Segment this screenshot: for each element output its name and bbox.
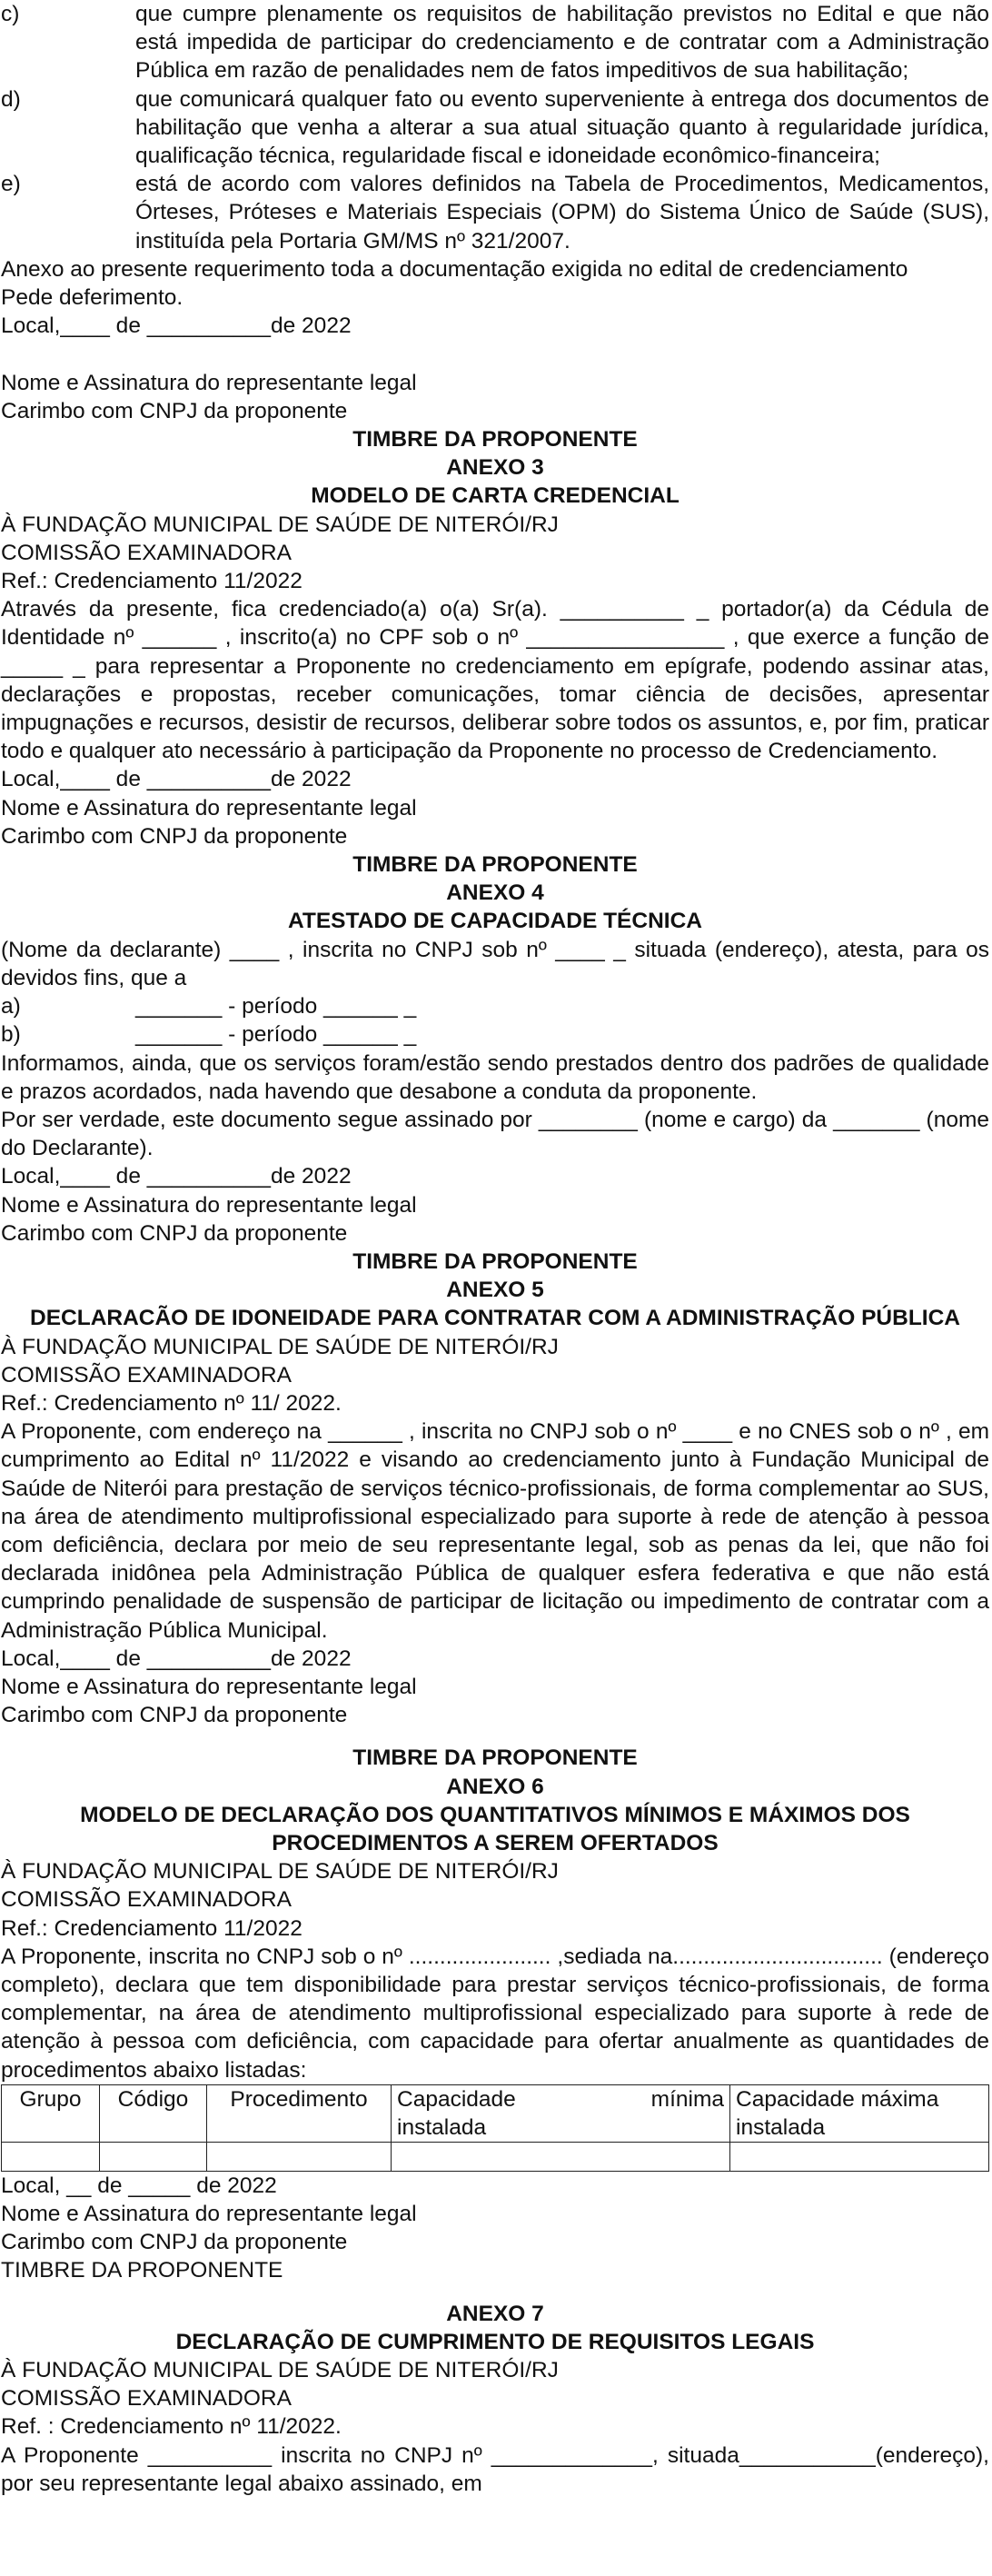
anexo5-comissao: COMISSÃO EXAMINADORA <box>1 1362 292 1387</box>
anexo3-local: Local,____ de __________de 2022 <box>1 767 352 792</box>
anexo6-body: A Proponente, inscrita no CNPJ sob o nº ....................... ,sediada na.................................. (endereço completo), declara que tem disponibilidade para prestar serviços técnico-profissionais, de forma complementar, na área de atendimento multiprofissional especializado para suporte à rede de atenção à pessoa com deficiência, com capacidade para ofertar anualmente as quantidades de procedimentos abaixo listadas: <box>1 1944 989 2083</box>
anexo5-title: DECLARACÃO DE IDONEIDADE PARA CONTRATAR COM A ADMINISTRAÇÃO PÚBLICA <box>30 1306 960 1331</box>
anexo3-heading: ANEXO 3 <box>446 455 544 481</box>
anexo3-comissao: COMISSÃO EXAMINADORA <box>1 540 292 565</box>
anexo5-stamp: Carimbo com CNPJ da proponente <box>1 1703 348 1728</box>
pede-deferimento: Pede deferimento. <box>1 285 184 311</box>
anexo3-body: Através da presente, fica credenciado(a) o(a) Sr(a). __________ _ portador(a) da Cédula de Identidade nº ______ , inscrito(a) no CPF sob o nº ________________ , que exerce a função de _____ _ para representar a Proponente no credenciamento em epígrafe, podendo assinar atas, declarações e propostas, receber comunicações, tomar ciência de decisões, apresentar impugnações e recursos, desistir de recursos, deliberar sobre todos os assuntos, e, por fim, praticar todo e qualquer ato necessário à participação da Proponente no processo de Credenciamento. <box>1 597 989 764</box>
anexo3-ref: Ref.: Credenciamento 11/2022 <box>1 569 303 594</box>
anexo4-item-b-label: b) <box>1 1022 21 1048</box>
anexo7-body: A Proponente __________ inscrita no CNPJ nº _____________, situada___________(endereço), por seu representante legal abaixo assinado, em <box>1 2442 989 2496</box>
anexo5-local: Local,____ de __________de 2022 <box>1 1646 352 1671</box>
clause-e-label: e) <box>1 172 21 197</box>
anexo4-local: Local,____ de __________de 2022 <box>1 1164 352 1189</box>
anexo6-ref: Ref.: Credenciamento 11/2022 <box>1 1915 303 1941</box>
cell-grupo[interactable] <box>2 2142 100 2171</box>
anexo7-ref: Ref. : Credenciamento nº 11/2022. <box>1 2414 342 2440</box>
anexo6-addressee: À FUNDAÇÃO MUNICIPAL DE SAÚDE DE NITERÓI/RJ <box>1 1859 559 1885</box>
anexo4-item-a-label: a) <box>1 994 21 1019</box>
anexo4-timbre: TIMBRE DA PROPONENTE <box>352 852 638 878</box>
anexo6-signature: Nome e Assinatura do representante legal <box>1 2202 417 2227</box>
col-cap-min-a: Capacidade <box>397 2086 516 2112</box>
anexo6-heading: ANEXO 6 <box>446 1774 544 1799</box>
anexo3-addressee: À FUNDAÇÃO MUNICIPAL DE SAÚDE DE NITERÓI/RJ <box>1 512 559 537</box>
anexo4-heading: ANEXO 4 <box>446 880 544 906</box>
procedures-table-row <box>2 2142 989 2171</box>
col-cap-max: Capacidade máxima instalada <box>730 2084 989 2142</box>
signature-line: Nome e Assinatura do representante legal <box>1 370 417 395</box>
anexo6-timbre-bottom: TIMBRE DA PROPONENTE <box>1 2258 283 2283</box>
cell-codigo[interactable] <box>100 2142 207 2171</box>
cell-cap-max[interactable] <box>730 2142 989 2171</box>
col-cap-min <box>392 2084 730 2142</box>
cell-cap-min[interactable] <box>392 2142 730 2171</box>
anexo3-stamp: Carimbo com CNPJ da proponente <box>1 823 348 849</box>
clause-e <box>1 170 989 255</box>
anexo4-informamos: Informamos, ainda, que os serviços foram/estão sendo prestados dentro dos padrões de qualidade e prazos acordados, nada havendo que desabone a conduta da proponente. <box>1 1050 989 1104</box>
col-codigo: Código <box>100 2084 207 2142</box>
anexo7-heading: ANEXO 7 <box>446 2301 544 2326</box>
anexo7-comissao: COMISSÃO EXAMINADORA <box>1 2386 292 2412</box>
anexo3-title: MODELO DE CARTA CREDENCIAL <box>311 483 680 509</box>
clause-c-text: que cumpre plenamente os requisitos de habilitação previstos no Edital e que não está impedida de participar do credenciamento e de contratar com a Administração Pública em razão de penalidades nem de fatos impeditivos de sua habilitação; <box>135 2 989 84</box>
clause-d-label: d) <box>1 86 21 112</box>
local-date-line: Local,____ de __________de 2022 <box>1 313 352 339</box>
anexo3-timbre: TIMBRE DA PROPONENTE <box>352 427 638 453</box>
col-cap-min-c: instalada <box>397 2114 487 2140</box>
anexo3-signature: Nome e Assinatura do representante legal <box>1 795 417 821</box>
anexo4-stamp: Carimbo com CNPJ da proponente <box>1 1220 348 1246</box>
col-cap-min-b: mínima <box>650 2086 724 2112</box>
anexo-note: Anexo ao presente requerimento toda a documentação exigida no edital de credenciamento <box>1 256 908 282</box>
anexo5-heading: ANEXO 5 <box>446 1278 544 1303</box>
procedures-table-header <box>2 2084 989 2142</box>
anexo6-stamp: Carimbo com CNPJ da proponente <box>1 2230 348 2255</box>
anexo4-item-a-text: _______ - período ______ _ <box>135 994 417 1019</box>
anexo7-title: DECLARAÇÃO DE CUMPRIMENTO DE REQUISITOS LEGAIS <box>175 2329 815 2354</box>
clause-d-text: que comunicará qualquer fato ou evento superveniente à entrega dos documentos de habilitação que venha a alterar a sua atual situação quanto à regularidade jurídica, qualificação técnica, regularidade fiscal e idoneidade econômico-financeira; <box>135 86 989 169</box>
anexo5-body: A Proponente, com endereço na ______ , inscrita no CNPJ sob o nº ____ e no CNES sob o nº , em cumprimento ao Edital nº 11/2022 e visando ao credenciamento junto à Fundação Municipal de Saúde de Niterói para prestação de serviços técnico-profissionais, de forma complementar ao SUS, na área de atendimento multiprofissional especializado para suporte à rede de atenção à pessoa com deficiência, declara por meio de seu representante legal, sob as penas da lei, que não foi declarada inidônea pela Administração Pública de qualquer esfera federativa e que não está cumprindo penalidade de suspensão de participar de licitação ou impedimento de contratar com a Administração Pública Municipal. <box>1 1419 989 1643</box>
anexo5-addressee: À FUNDAÇÃO MUNICIPAL DE SAÚDE DE NITERÓI/RJ <box>1 1334 559 1359</box>
col-procedimento: Procedimento <box>207 2084 392 2142</box>
anexo5-ref: Ref.: Credenciamento nº 11/ 2022. <box>1 1390 342 1416</box>
anexo6-local: Local, __ de _____ de 2022 <box>1 2173 277 2198</box>
anexo4-verdade: Por ser verdade, este documento segue assinado por ________ (nome e cargo) da _______ (nome do Declarante). <box>1 1107 989 1161</box>
anexo4-title: ATESTADO DE CAPACIDADE TÉCNICA <box>288 909 702 934</box>
procedures-table <box>1 2084 989 2172</box>
anexo6-comissao: COMISSÃO EXAMINADORA <box>1 1887 292 1913</box>
anexo5-timbre: TIMBRE DA PROPONENTE <box>352 1248 638 1274</box>
anexo4-item-b-text: _______ - período ______ _ <box>135 1022 417 1048</box>
anexo4-item-b <box>1 1020 989 1049</box>
col-grupo: Grupo <box>2 2084 100 2142</box>
clause-c <box>1 0 989 85</box>
anexo4-intro: (Nome da declarante) ____ , inscrita no CNPJ sob nº ____ _ situada (endereço), atesta, para os devidos fins, que a <box>1 937 989 990</box>
anexo6-timbre: TIMBRE DA PROPONENTE <box>352 1746 638 1771</box>
cell-procedimento[interactable] <box>207 2142 392 2171</box>
anexo4-item-a <box>1 992 989 1020</box>
anexo5-signature: Nome e Assinatura do representante legal <box>1 1674 417 1699</box>
anexo7-addressee: À FUNDAÇÃO MUNICIPAL DE SAÚDE DE NITERÓI/RJ <box>1 2358 559 2383</box>
stamp-line: Carimbo com CNPJ da proponente <box>1 398 348 423</box>
anexo4-signature: Nome e Assinatura do representante legal <box>1 1192 417 1218</box>
clause-c-label: c) <box>1 2 20 26</box>
clause-e-text: está de acordo com valores definidos na Tabela de Procedimentos, Medicamentos, Órteses, Próteses e Materiais Especiais (OPM) do Sistema Único de Saúde (SUS), instituída pela Portaria GM/MS nº 321/2007. <box>135 172 989 254</box>
anexo6-title: MODELO DE DECLARAÇÃO DOS QUANTITATIVOS MÍNIMOS E MÁXIMOS DOS PROCEDIMENTOS A SEREM OFERTADOS <box>80 1802 910 1855</box>
clause-d <box>1 85 989 171</box>
